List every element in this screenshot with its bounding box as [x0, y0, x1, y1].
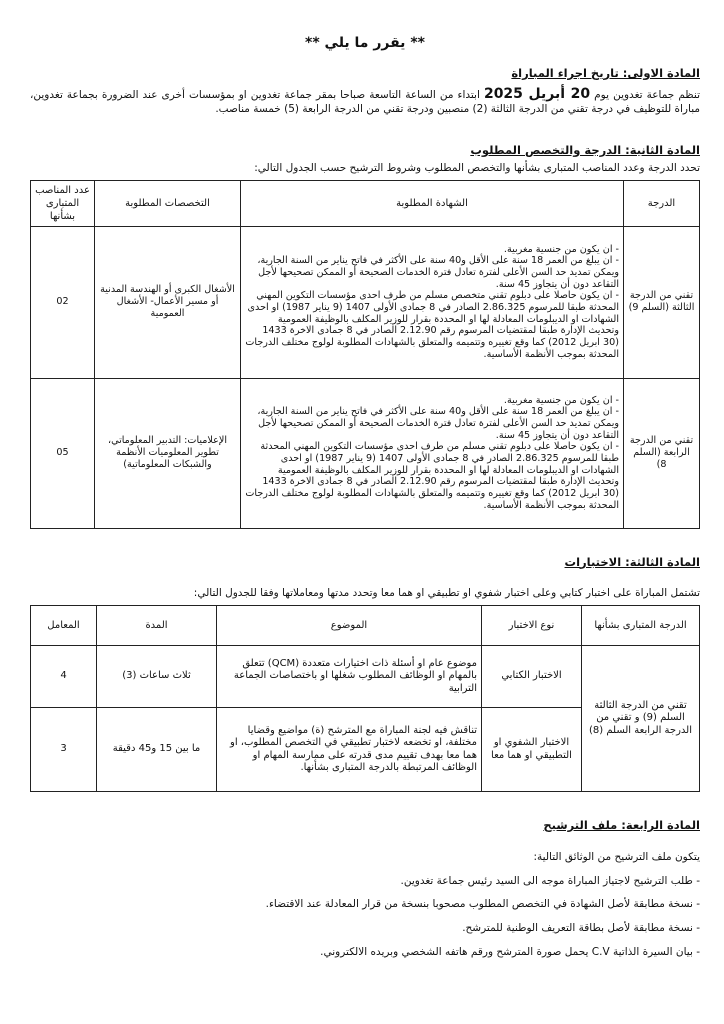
condition-line: - ان يبلغ من العمر 18 سنة على الأقل و40 سنة على الأكثر في فاتح يناير من السنة الجارية، ويمكن تمديد حد السن الأعلى لفترة تعادل فترة الخدمات الصحيحة أو الممكن تصحيحها لأجل التقاعد دون أن يتجاوز 45 سنة. — [257, 406, 619, 441]
list-item: - نسخة مطابقة لأصل الشهادة في التخصص المطلوب مصحوبا بنسخة من قرار المعادلة عند الاقتضاء. — [265, 898, 700, 911]
grade-cell: تقني من الدرجة الرابعة (السلم 8) — [624, 378, 700, 528]
article-4 — [30, 818, 700, 959]
header-exam-coefficient: المعامل — [31, 606, 97, 646]
table-row — [31, 646, 700, 708]
header-exam-grade: الدرجة المتبارى بشأنها — [582, 606, 700, 646]
exam-grade-cell: تقني من الدرجة الثالثة السلم (9) و تقني من الدرجة الرابعة السلم (8) — [582, 646, 700, 792]
condition-line: - ان يكون حاصلا على دبلوم تقني مسلم من طرف احدى مؤسسات التكوين المهني المحدثة طبقا للمرسوم 2.86.325 الصادر في 8 جمادى الأولى 1407 (9 يناير 1987) او احدى الشهادات او الديبلومات المعادلة لها او المحددة بقرار للوزير المكلف بالوظيفة العمومية وتحديث الإدارة طبقا لمقتضيات المرسوم رقم 2.12.90 الصادر في 8 جمادى الاخرة 1433 (30 ابريل 2012) كما وقع تغييره وتتميمه والمتعلق بالشهادات المطلوبة لولوج مختلف الدرجات المحدثة بموجب الأنظمة الأساسية. — [245, 441, 619, 511]
article-3 — [30, 555, 700, 793]
list-item: - بيان السيرة الذاتية C.V يحمل صورة المترشح ورقم هاتفه الشخصي وبريده الالكتروني. — [320, 945, 700, 958]
article-2-title: المادة الثانية: الدرجة والتخصص المطلوب — [470, 142, 700, 157]
article-2 — [30, 143, 700, 529]
count-cell: 02 — [31, 226, 95, 378]
header-exam-type: نوع الاختبار — [482, 606, 582, 646]
condition-line: - ان يكون من جنسية مغربية. — [503, 394, 619, 406]
article-1-text — [30, 85, 700, 117]
specialties-cell: الإعلاميات: التدبير المعلوماتي، تطوير المعلوميات الأنظمة والشبكات المعلوماتية) — [95, 378, 241, 528]
condition-line: - ان يكون من جنسية مغربية. — [503, 243, 619, 255]
article-1-title: المادة الاولى: تاريخ اجراء المباراة — [511, 66, 700, 81]
table-row — [31, 378, 700, 528]
condition-line: - ان يكون حاصلا على دبلوم تقني متخصص مسلم من طرف احدى مؤسسات التكوين المهني المحدثة طبقا للمرسوم 2.86.325 الصادر في 8 جمادى الأولى 1407 (9 يناير 1987) او احدى الشهادات او الديبلومات المعادلة لها او المحددة بقرار للوزير المكلف بالوظيفة العمومية وتحديث الإدارة طبقا لمقتضيات المرسوم رقم 2.12.90 الصادر في 8 جمادى الاخرة 1433 (30 ابريل 2012) كما وقع تغييره وتتميمه والمتعلق بالشهادات المطلوبة لولوج مختلف الدرجات المحدثة بموجب الأنظمة الأساسية. — [245, 290, 619, 360]
exam-subject-cell: تناقش فيه لجنة المباراة مع المترشح (ة) مواضيع وقضايا مختلفة، او تخضعه لاختبار تطبيقي في التخصص المطلوب، او هما معا بهدف تقييم مدى قدرته على ممارسة المهام او الوظائف المرتبطة بالدرجة المتبارى بشأنها. — [217, 708, 482, 792]
article-1 — [30, 66, 700, 117]
table-row — [31, 226, 700, 378]
header-count: عدد المناصب المتبارى بشأنها — [31, 180, 95, 226]
exam-duration-cell: ثلاث ساعات (3) — [97, 646, 217, 708]
article-3-title: المادة الثالثة: الاختبارات — [564, 554, 700, 569]
exam-subject-cell: موضوع عام او أسئلة ذات اختيارات متعددة (QCM) تتعلق بالمهام او الوظائف المطلوب شغلها او باختصاصات الجماعة الترابية — [217, 646, 482, 708]
article-1-text-after: ابتداء من الساعة التاسعة صباحا بمقر جماعة تغدوين او بمؤسسات أخرى عند الضرورة بجماعة تغدوين، مباراة للتوظيف في درجة تقني من الدرجة الثالثة (2) منصبين ودرجة تقني من الدرجة الرابعة (5) خمسة مناصب. — [30, 89, 700, 116]
article-1-text-before: تنظم جماعة تغدوين يوم — [594, 89, 701, 102]
header-grade: الدرجة — [624, 180, 700, 226]
header-exam-duration: المدة — [97, 606, 217, 646]
header-diploma: الشهادة المطلوبة — [241, 180, 624, 226]
diploma-cell — [241, 378, 624, 528]
list-item: - نسخة مطابقة لأصل بطاقة التعريف الوطنية للمترشح. — [462, 921, 700, 934]
positions-table — [30, 180, 700, 529]
exams-table-header — [31, 606, 700, 646]
exam-type-cell: الاختبار الكتابي — [482, 646, 582, 708]
condition-line: - ان يبلغ من العمر 18 سنة على الأقل و40 سنة على الأكثر في فاتح يناير من السنة الجارية، ويمكن تمديد حد السن الأعلى لفترة تعادل فترة الخدمات الصحيحة أو الممكن تصحيحها لأجل التقاعد دون أن يتجاوز 45 سنة. — [257, 255, 619, 290]
exam-coefficient-cell: 4 — [31, 646, 97, 708]
article-4-intro: يتكون ملف الترشيح من الوثائق التالية: — [533, 851, 700, 864]
list-item: - طلب الترشيح لاجتياز المباراة موجه الى السيد رئيس جماعة تغدوين. — [400, 874, 700, 887]
article-4-title: المادة الرابعة: ملف الترشيح — [543, 818, 700, 833]
header-specialties: التخصصات المطلوبة — [95, 180, 241, 226]
positions-table-header — [31, 180, 700, 226]
specialties-cell: الأشغال الكبرى أو الهندسة المدنية أو مسير الأعمال- الأشغال العمومية — [95, 226, 241, 378]
exam-coefficient-cell: 3 — [31, 708, 97, 792]
decree-heading: ** يقرر ما يلي ** — [305, 35, 425, 51]
count-cell: 05 — [31, 378, 95, 528]
exam-duration-cell: ما بين 15 و45 دقيقة — [97, 708, 217, 792]
exams-table — [30, 605, 700, 792]
article-3-intro: تشتمل المباراة على اختبار كتابي وعلى اختبار شفوي او تطبيقي او هما معا وتحدد مدتها ومعاملاتها وفقا للجدول التالي: — [193, 587, 700, 600]
header-exam-subject: الموضوع — [217, 606, 482, 646]
exam-type-cell: الاختبار الشفوي او التطبيقي او هما معا — [482, 708, 582, 792]
grade-cell: تقني من الدرجة الثالثة (السلم 9) — [624, 226, 700, 378]
diploma-cell — [241, 226, 624, 378]
article-2-intro: تحدد الدرجة وعدد المناصب المتبارى بشأنها والتخصص المطلوب وشروط الترشيح حسب الجدول التالي: — [254, 161, 700, 174]
exam-date: 20 أبريل 2025 — [483, 86, 591, 103]
document-page — [30, 34, 700, 959]
